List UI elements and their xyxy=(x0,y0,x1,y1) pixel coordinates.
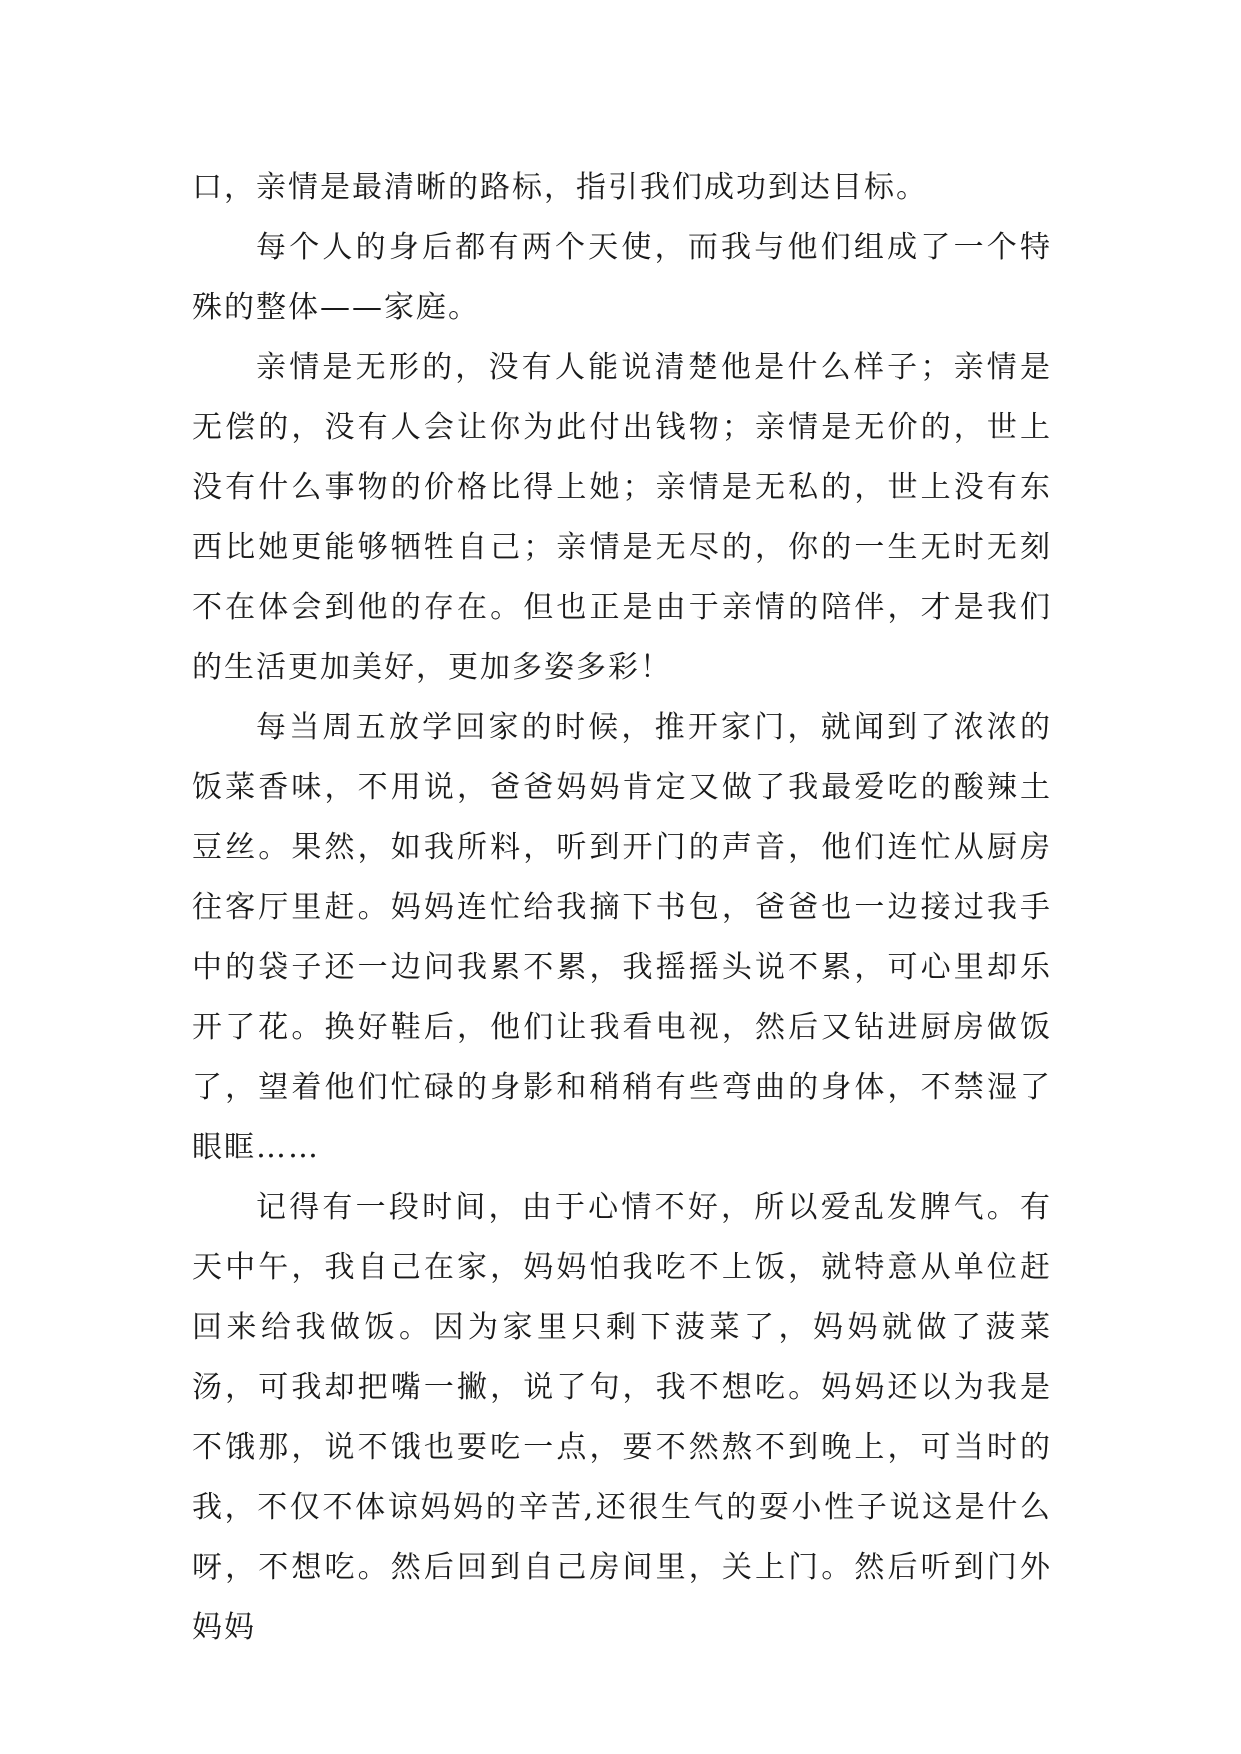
paragraph-affection-nature: 亲情是无形的，没有人能说清楚他是什么样子；亲情是无偿的，没有人会让你为此付出钱物；亲情是无价的，世上没有什么事物的价格比得上她；亲情是无私的，世上没有东西比她更能够牺牲自己；亲情是无尽的，你的一生无时无刻不在体会到他的存在。但也正是由于亲情的陪伴，才是我们的生活更加美好，更加多姿多彩！ xyxy=(192,350,1052,685)
paragraph-continuation: 口，亲情是最清晰的路标，指引我们成功到达目标。 xyxy=(192,170,928,205)
paragraph-two-angels: 每个人的身后都有两个天使，而我与他们组成了一个特殊的整体——家庭。 xyxy=(192,230,1052,325)
document-body xyxy=(192,158,1052,1658)
paragraph-friday-home: 每当周五放学回家的时候，推开家门，就闻到了浓浓的饭菜香味，不用说，爸爸妈妈肯定又做了我最爱吃的酸辣土豆丝。果然，如我所料，听到开门的声音，他们连忙从厨房往客厅里赶。妈妈连忙给我摘下书包，爸爸也一边接过我手中的袋子还一边问我累不累，我摇摇头说不累，可心里却乐开了花。换好鞋后，他们让我看电视，然后又钻进厨房做饭了，望着他们忙碌的身影和稍稍有些弯曲的身体，不禁湿了眼眶…… xyxy=(192,710,1052,1165)
paragraph-spinach-soup: 记得有一段时间，由于心情不好，所以爱乱发脾气。有天中午，我自己在家，妈妈怕我吃不上饭，就特意从单位赶回来给我做饭。因为家里只剩下菠菜了，妈妈就做了菠菜汤，可我却把嘴一撇，说了句，我不想吃。妈妈还以为我是不饿那，说不饿也要吃一点，要不然熬不到晚上，可当时的我，不仅不体谅妈妈的辛苦,还很生气的耍小性子说这是什么呀，不想吃。然后回到自己房间里，关上门。然后听到门外妈妈 xyxy=(192,1190,1052,1645)
